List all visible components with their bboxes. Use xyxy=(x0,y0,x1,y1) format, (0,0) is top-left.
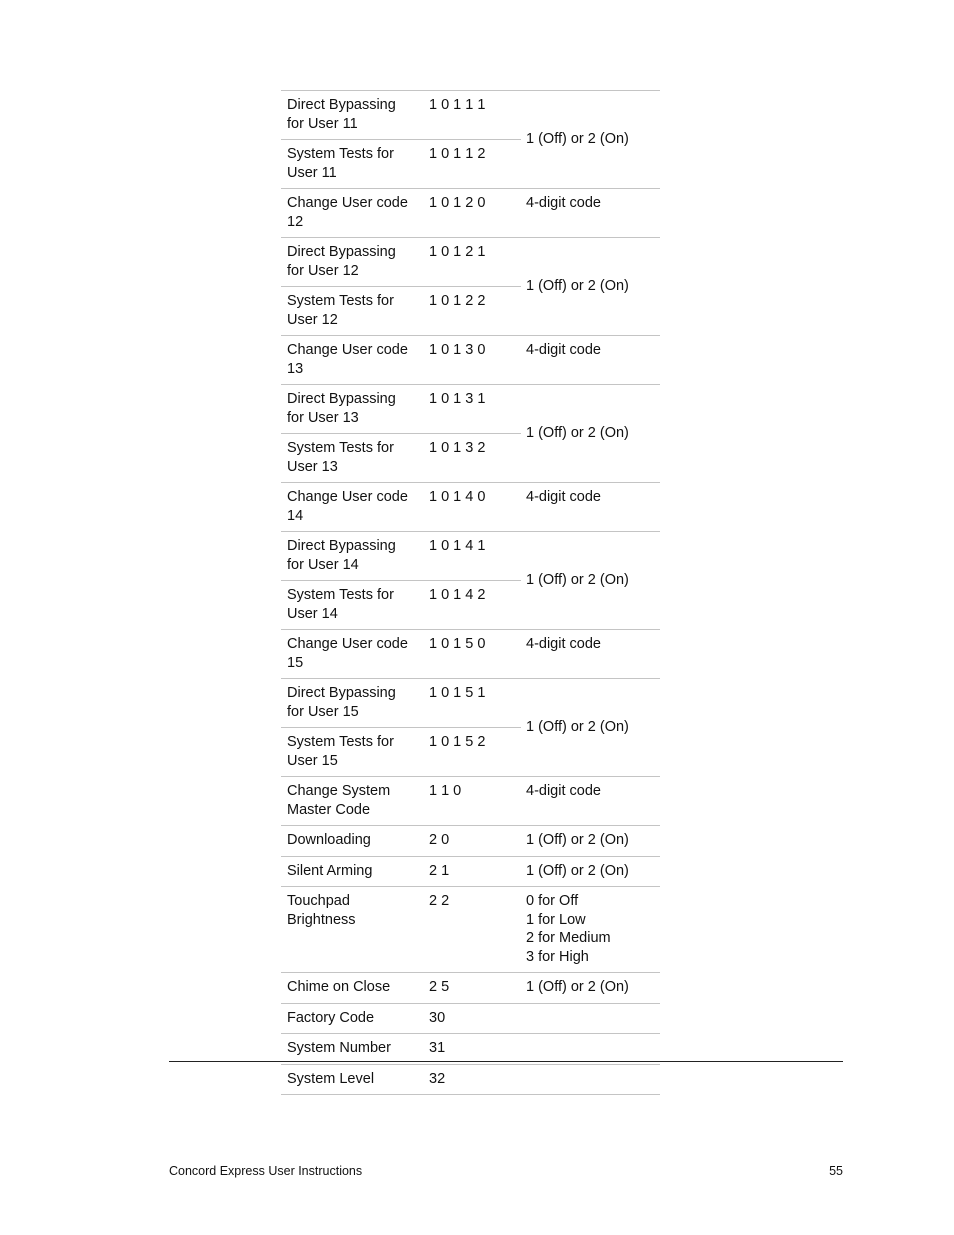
location-cell: 2 1 xyxy=(421,856,521,887)
feature-cell: Change User code 13 xyxy=(281,336,421,385)
location-cell: 1 0 1 4 2 xyxy=(421,581,521,630)
settings-table xyxy=(281,90,660,1095)
location-cell: 1 0 1 5 2 xyxy=(421,728,521,777)
entry-cell xyxy=(521,385,660,483)
entry-cell xyxy=(521,679,660,777)
entry-value: 1 (Off) or 2 (On) xyxy=(526,979,629,995)
entry-cell xyxy=(521,1034,660,1065)
entry-cell xyxy=(521,973,660,1004)
feature-cell: System Number xyxy=(281,1034,421,1065)
feature-cell: Change User code 15 xyxy=(281,630,421,679)
feature-cell: Direct Bypassing for User 12 xyxy=(281,238,421,287)
entry-cell xyxy=(521,483,660,532)
location-cell: 2 2 xyxy=(421,887,521,973)
table-end-rule xyxy=(169,1061,843,1062)
entry-cell xyxy=(521,856,660,887)
feature-cell: Factory Code xyxy=(281,1003,421,1034)
table-row xyxy=(281,826,660,857)
table-row xyxy=(281,1064,660,1095)
feature-cell: System Tests for User 11 xyxy=(281,140,421,189)
feature-cell: Change User code 12 xyxy=(281,189,421,238)
feature-cell: Direct Bypassing for User 13 xyxy=(281,385,421,434)
location-cell: 1 1 0 xyxy=(421,777,521,826)
entry-value: 4-digit code xyxy=(526,783,601,799)
entry-value: 1 (Off) or 2 (On) xyxy=(526,862,629,879)
table-row xyxy=(281,336,660,385)
entry-cell xyxy=(521,777,660,826)
location-cell: 1 0 1 3 0 xyxy=(421,336,521,385)
feature-cell: Direct Bypassing for User 14 xyxy=(281,532,421,581)
table-row xyxy=(281,630,660,679)
settings-table-body xyxy=(281,91,660,1095)
table-row xyxy=(281,238,660,287)
entry-value: 2 for Medium xyxy=(526,930,611,946)
entry-value: 4-digit code xyxy=(526,342,601,358)
location-cell: 1 0 1 5 0 xyxy=(421,630,521,679)
location-cell: 1 0 1 2 2 xyxy=(421,287,521,336)
entry-cell xyxy=(521,532,660,630)
location-cell: 31 xyxy=(421,1034,521,1065)
location-cell: 32 xyxy=(421,1064,521,1095)
feature-cell: System Level xyxy=(281,1064,421,1095)
table-row xyxy=(281,856,660,887)
feature-cell: Change System Master Code xyxy=(281,777,421,826)
entry-value: 1 (Off) or 2 (On) xyxy=(526,718,629,735)
entry-cell xyxy=(521,630,660,679)
entry-cell xyxy=(521,91,660,189)
feature-cell: Direct Bypassing for User 11 xyxy=(281,91,421,140)
location-cell: 1 0 1 5 1 xyxy=(421,679,521,728)
table-row xyxy=(281,887,660,973)
entry-cell xyxy=(521,336,660,385)
table-row xyxy=(281,1034,660,1065)
feature-cell: Change User code 14 xyxy=(281,483,421,532)
location-cell: 1 0 1 2 1 xyxy=(421,238,521,287)
entry-value: 1 for Low xyxy=(526,911,586,928)
table-row xyxy=(281,679,660,728)
entry-value: 4-digit code xyxy=(526,636,601,652)
location-cell: 1 0 1 3 2 xyxy=(421,434,521,483)
table-row xyxy=(281,777,660,826)
feature-cell: System Tests for User 12 xyxy=(281,287,421,336)
location-cell: 1 0 1 4 1 xyxy=(421,532,521,581)
location-cell: 2 0 xyxy=(421,826,521,857)
entry-value: 1 (Off) or 2 (On) xyxy=(526,571,629,588)
entry-cell xyxy=(521,238,660,336)
entry-value: 4-digit code xyxy=(526,195,601,211)
location-cell: 1 0 1 2 0 xyxy=(421,189,521,238)
entry-value: 1 (Off) or 2 (On) xyxy=(526,424,629,441)
table-row xyxy=(281,385,660,434)
location-cell: 1 0 1 3 1 xyxy=(421,385,521,434)
location-cell: 30 xyxy=(421,1003,521,1034)
feature-cell: System Tests for User 13 xyxy=(281,434,421,483)
feature-cell: Touchpad Brightness xyxy=(281,887,421,973)
entry-value: 1 (Off) or 2 (On) xyxy=(526,832,629,848)
entry-cell xyxy=(521,887,660,973)
entry-cell xyxy=(521,1064,660,1095)
table-row xyxy=(281,973,660,1004)
entry-value: 0 for Off xyxy=(526,893,579,909)
location-cell: 1 0 1 1 2 xyxy=(421,140,521,189)
feature-cell: Silent Arming xyxy=(281,856,421,887)
feature-cell: Downloading xyxy=(281,826,421,857)
footer-page-number: 55 xyxy=(829,1164,843,1178)
feature-cell: System Tests for User 15 xyxy=(281,728,421,777)
location-cell: 2 5 xyxy=(421,973,521,1004)
entry-value: 1 (Off) or 2 (On) xyxy=(526,130,629,147)
entry-value: 1 (Off) or 2 (On) xyxy=(526,277,629,294)
table-row xyxy=(281,1003,660,1034)
entry-cell xyxy=(521,826,660,857)
entry-cell xyxy=(521,189,660,238)
feature-cell: Chime on Close xyxy=(281,973,421,1004)
entry-value: 4-digit code xyxy=(526,489,601,505)
table-row xyxy=(281,91,660,140)
feature-cell: System Tests for User 14 xyxy=(281,581,421,630)
entry-value: 3 for High xyxy=(526,948,589,965)
feature-cell: Direct Bypassing for User 15 xyxy=(281,679,421,728)
location-cell: 1 0 1 1 1 xyxy=(421,91,521,140)
footer-document-title: Concord Express User Instructions xyxy=(169,1164,363,1178)
location-cell: 1 0 1 4 0 xyxy=(421,483,521,532)
table-row xyxy=(281,532,660,581)
entry-cell xyxy=(521,1003,660,1034)
table-row xyxy=(281,189,660,238)
table-row xyxy=(281,483,660,532)
